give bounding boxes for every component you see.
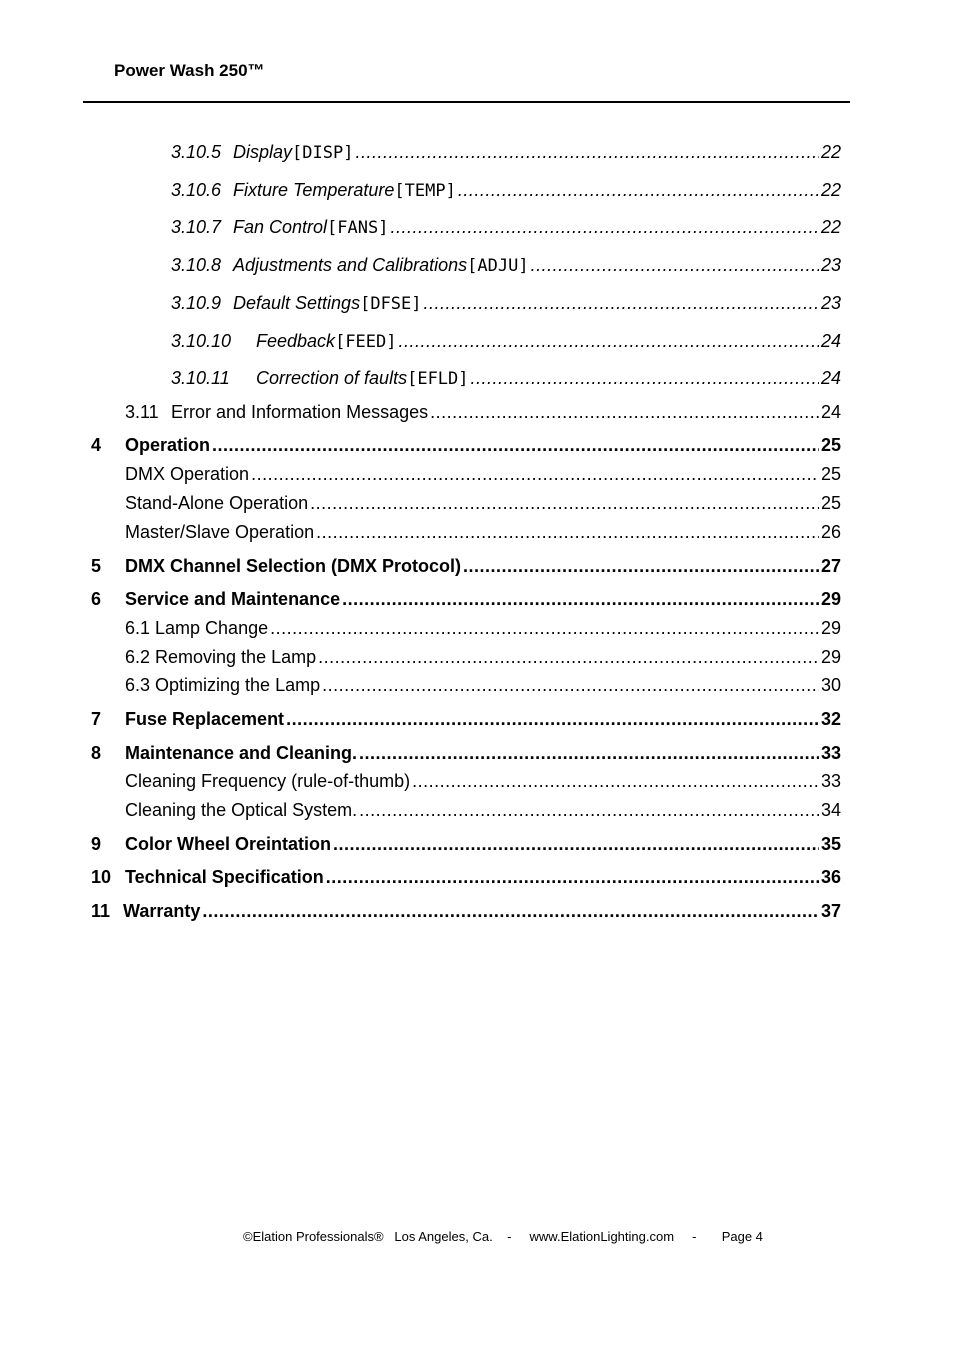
toc-entry-title: Fuse Replacement [125, 709, 285, 729]
toc-leader-dots [355, 142, 818, 163]
toc-leader-dots [322, 675, 819, 696]
toc-leader-dots [359, 800, 819, 821]
toc-entry-page: 23 [820, 255, 841, 275]
toc-leader-dots [391, 217, 819, 238]
toc-leader-dots [202, 901, 819, 922]
toc-entry-number: 9 [91, 834, 102, 854]
toc-leader-dots [333, 834, 819, 855]
toc-entry-page: 37 [820, 901, 841, 921]
toc-leader-dots [458, 180, 819, 201]
toc-entry-page: 22 [820, 180, 841, 200]
toc-entry[interactable] [171, 293, 841, 314]
toc-chapter-entry[interactable] [91, 435, 841, 456]
toc-chapter-entry[interactable] [91, 589, 841, 610]
toc-entry-number: 3.10.6 [171, 180, 222, 200]
toc-leader-dots [531, 255, 819, 276]
toc-chapter-entry[interactable] [91, 834, 841, 855]
toc-entry-page: 36 [820, 867, 841, 887]
toc-entry-page: 33 [820, 743, 841, 763]
toc-entry-page: 24 [820, 402, 841, 422]
toc-leader-dots [326, 867, 819, 888]
toc-entry-display-code: [ DISP ] [292, 143, 353, 163]
toc-entry-display-code: [ FEED ] [335, 332, 396, 352]
toc-leader-dots [212, 435, 819, 456]
toc-leader-dots [318, 647, 819, 668]
toc-entry-title: Correction of faults [256, 368, 408, 388]
toc-entry[interactable] [171, 180, 841, 201]
toc-entry-page: 25 [820, 493, 841, 513]
toc-entry-title: 6.1 Lamp Change [125, 618, 269, 638]
toc-chapter-entry[interactable] [91, 867, 841, 888]
toc-entry[interactable] [125, 493, 841, 514]
toc-entry-title: Cleaning the Optical System. [125, 800, 358, 820]
toc-entry-page: 29 [820, 618, 841, 638]
toc-entry-number: 3.10.5 [171, 142, 222, 162]
toc-entry-page: 25 [820, 435, 841, 455]
toc-leader-dots [471, 368, 819, 389]
toc-entry-title: Master/Slave Operation [125, 522, 315, 542]
toc-entry-title: Fan Control [233, 217, 328, 237]
toc-entry-page: 22 [820, 142, 841, 162]
toc-entry-title: Feedback [256, 331, 336, 351]
toc-leader-dots [412, 771, 819, 792]
toc-entry-page: 23 [820, 293, 841, 313]
toc-entry-title: Maintenance and Cleaning. [125, 743, 358, 763]
toc-leader-dots [359, 743, 819, 764]
toc-chapter-entry[interactable] [91, 901, 841, 922]
toc-entry-title: Color Wheel Oreintation [125, 834, 332, 854]
document-header-title: Power Wash 250™ [114, 61, 265, 80]
toc-chapter-entry[interactable] [91, 709, 841, 730]
toc-entry-title: Warranty [123, 901, 201, 921]
toc-entry-page: 33 [820, 771, 841, 791]
toc-chapter-entry[interactable] [91, 743, 841, 764]
toc-entry-page: 29 [820, 647, 841, 667]
toc-entry-number: 5 [91, 556, 102, 576]
toc-entry-title: Service and Maintenance [125, 589, 341, 609]
toc-entry[interactable] [125, 800, 841, 821]
toc-entry-number: 6 [91, 589, 102, 609]
toc-entry[interactable] [125, 522, 841, 543]
toc-entry-title: DMX Operation [125, 464, 250, 484]
toc-entry-page: 35 [820, 834, 841, 854]
toc-entry-title: DMX Channel Selection (DMX Protocol) [125, 556, 462, 576]
toc-entry-title: Display [233, 142, 293, 162]
toc-entry-title: Fixture Temperature [233, 180, 395, 200]
toc-entry-page: 30 [820, 675, 841, 695]
toc-entry[interactable] [125, 647, 841, 668]
toc-entry-title: Default Settings [233, 293, 361, 313]
toc-leader-dots [463, 556, 819, 577]
toc-entry-page: 22 [820, 217, 841, 237]
toc-chapter-entry[interactable] [91, 556, 841, 577]
toc-entry[interactable] [171, 255, 841, 276]
toc-entry-title: Error and Information Messages [171, 402, 429, 422]
toc-entry[interactable] [125, 618, 841, 639]
page-footer: ©Elation Professionals® Los Angeles, Ca. - www.ElationLighting.com - Page 4 [243, 1229, 763, 1244]
toc-leader-dots [430, 402, 819, 423]
toc-leader-dots [310, 493, 819, 514]
toc-leader-dots [316, 522, 819, 543]
toc-entry-display-code: [ DFSE ] [360, 294, 421, 314]
toc-entry-page: 27 [820, 556, 841, 576]
toc-entry[interactable] [171, 368, 841, 389]
toc-entry[interactable] [171, 217, 841, 238]
toc-entry[interactable] [171, 331, 841, 352]
toc-entry-number: 3.10.7 [171, 217, 222, 237]
toc-entry-number: 7 [91, 709, 102, 729]
toc-entry-title: Stand-Alone Operation [125, 493, 309, 513]
toc-entry-number: 3.10.11 [171, 368, 230, 388]
toc-entry-page: 26 [820, 522, 841, 542]
toc-entry-number: 3.11 [125, 402, 159, 422]
toc-entry-number: 4 [91, 435, 102, 455]
toc-entry-display-code: [ FANS ] [327, 218, 388, 238]
toc-entry-number: 3.10.9 [171, 293, 222, 313]
toc-entry-page: 32 [820, 709, 841, 729]
toc-entry-display-code: [ EFLD ] [407, 369, 468, 389]
toc-entry-title: 6.2 Removing the Lamp [125, 647, 317, 667]
toc-entry-title: 6.3 Optimizing the Lamp [125, 675, 321, 695]
toc-entry-page: 24 [820, 331, 841, 351]
toc-leader-dots [286, 709, 819, 730]
toc-entry-display-code: [ TEMP ] [394, 181, 455, 201]
toc-entry-title: Technical Specification [125, 867, 324, 887]
toc-leader-dots [251, 464, 819, 485]
toc-entry-page: 29 [820, 589, 841, 609]
toc-entry-number: 10 [91, 867, 112, 887]
toc-entry-page: 24 [820, 368, 841, 388]
toc-entry-number: 8 [91, 743, 102, 763]
toc-entry-number: 3.10.10 [171, 331, 232, 351]
toc-entry[interactable] [125, 464, 841, 485]
toc-leader-dots [270, 618, 819, 639]
toc-entry[interactable] [125, 402, 841, 423]
toc-entry[interactable] [171, 142, 841, 163]
toc-entry[interactable] [125, 675, 841, 696]
toc-entry-title: Operation [125, 435, 211, 455]
toc-entry[interactable] [125, 771, 841, 792]
toc-entry-title: Cleaning Frequency (rule-of-thumb) [125, 771, 411, 791]
toc-entry-number: 3.10.8 [171, 255, 222, 275]
toc-leader-dots [424, 293, 819, 314]
toc-entry-title: Adjustments and Calibrations [233, 255, 468, 275]
toc-leader-dots [399, 331, 819, 352]
toc-entry-display-code: [ ADJU ] [467, 256, 528, 276]
toc-entry-number: 11 [91, 901, 111, 921]
toc-entry-page: 34 [820, 800, 841, 820]
toc-entry-page: 25 [820, 464, 841, 484]
toc-leader-dots [342, 589, 819, 610]
